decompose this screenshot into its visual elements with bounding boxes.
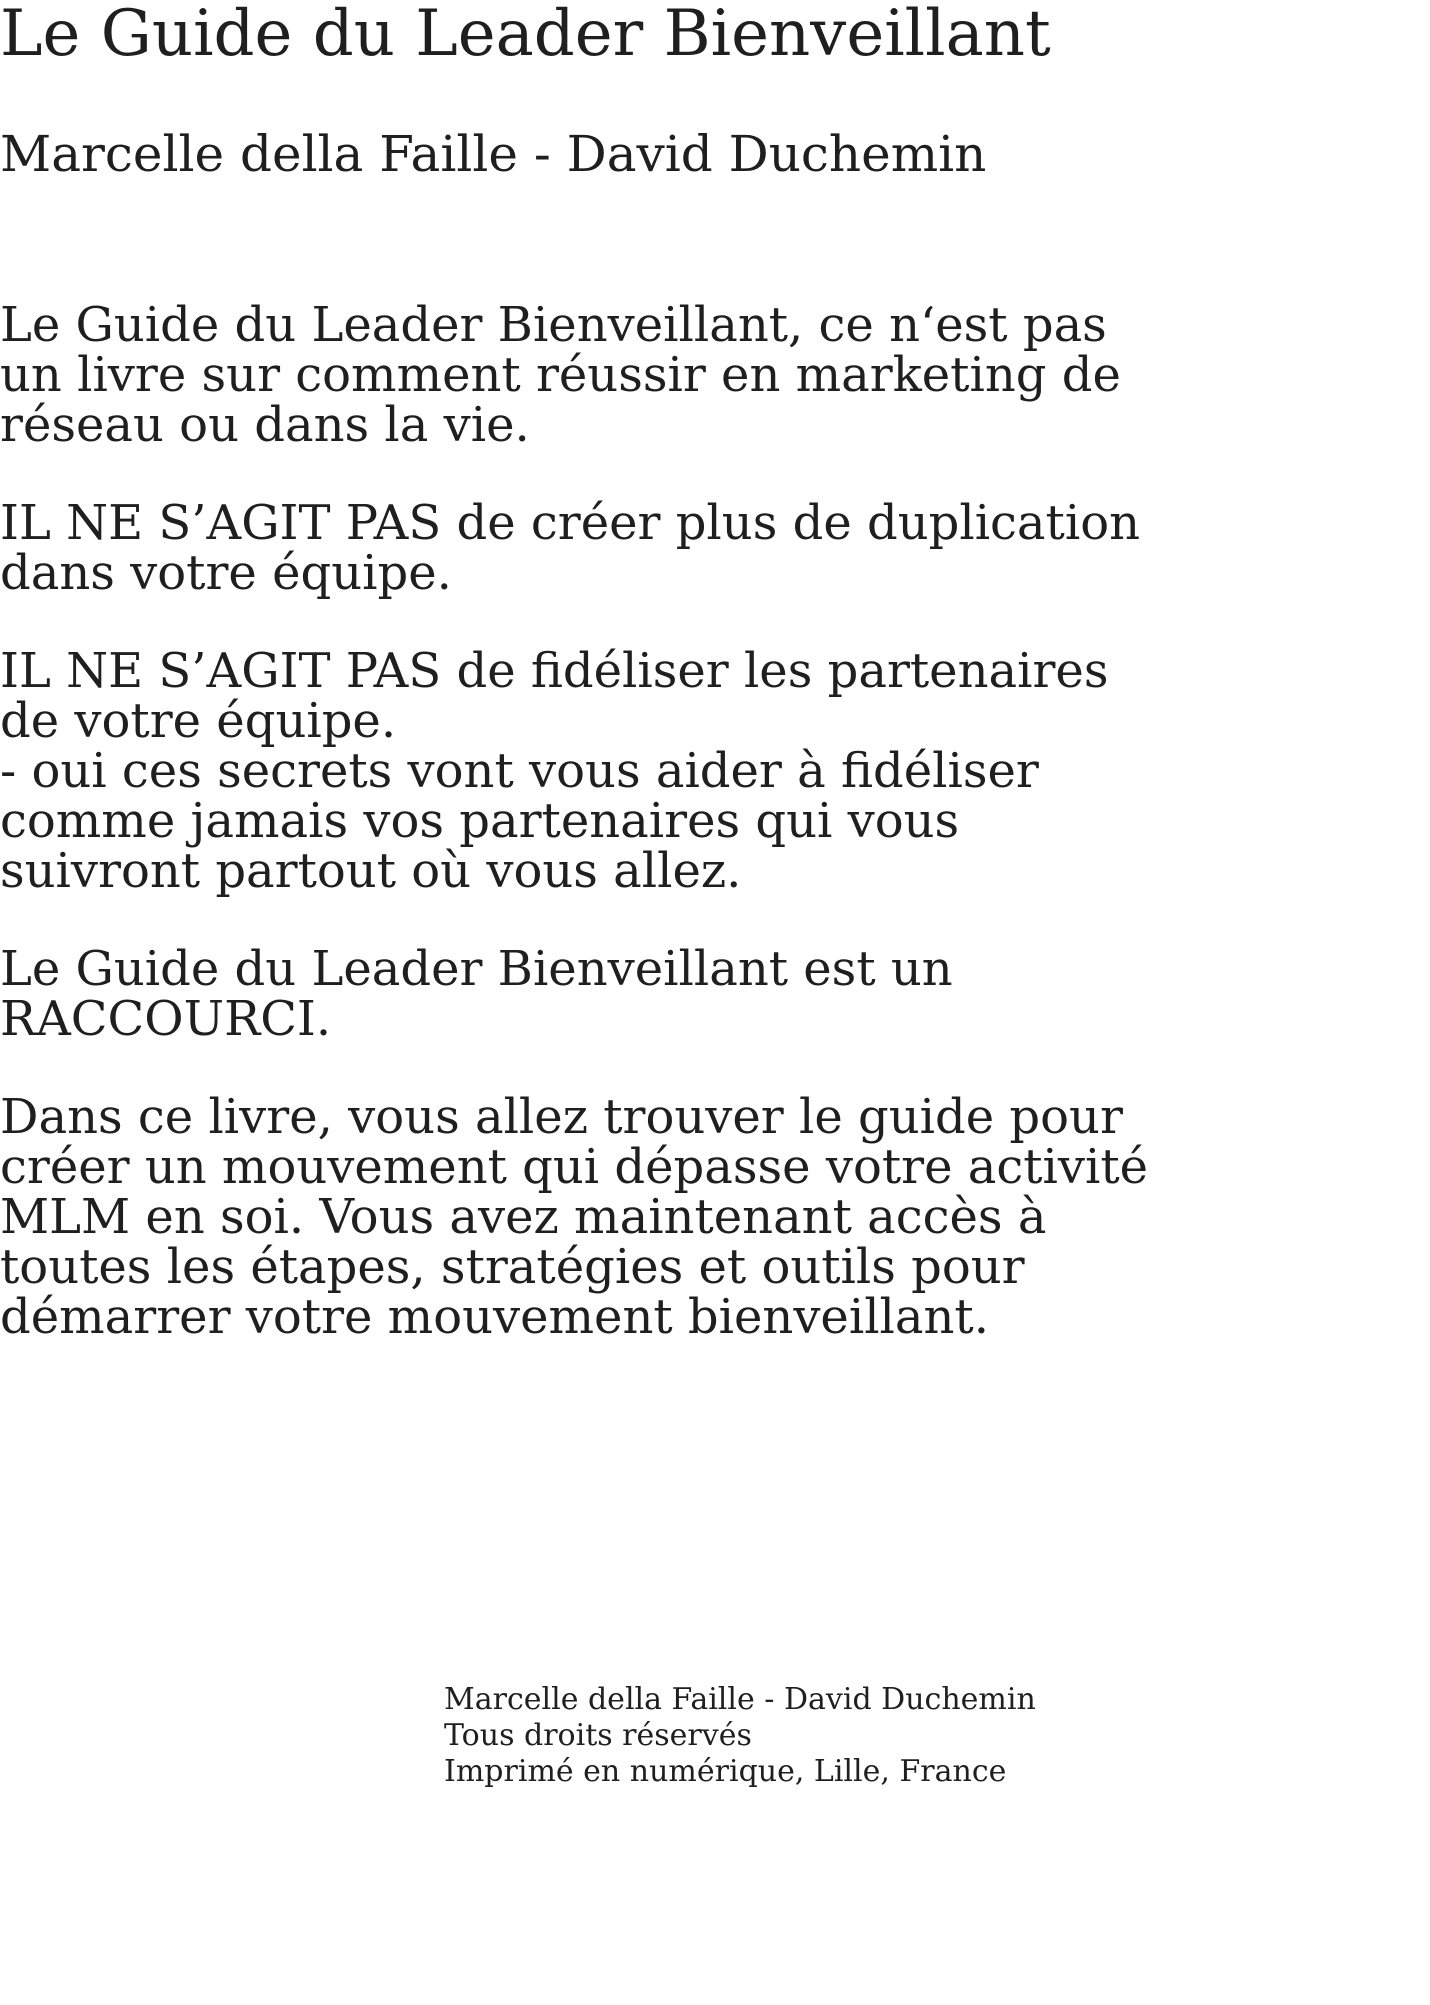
paragraph-line: comme jamais vos partenaires qui vous [0, 793, 960, 849]
paragraph-line: créer un mouvement qui dépasse votre activité [0, 1139, 1149, 1195]
paragraph-line: Le Guide du Leader Bienveillant est un [0, 941, 953, 997]
imprint-authors: Marcelle della Faille - David Duchemin [444, 1682, 1036, 1717]
imprint-rights: Tous droits réservés [444, 1718, 752, 1753]
paragraph-line: dans votre équipe. [0, 545, 452, 601]
paragraph-line: Dans ce livre, vous allez trouver le guide pour [0, 1089, 1123, 1145]
paragraph-livre [0, 1089, 1220, 1345]
paragraph-raccourci [0, 941, 1220, 1047]
paragraph-line: un livre sur comment réussir en marketing de [0, 347, 1121, 403]
imprint-block [444, 1682, 1036, 1790]
imprint-printed: Imprimé en numérique, Lille, France [444, 1754, 1007, 1789]
document-body [0, 297, 1220, 1390]
paragraph-line: de votre équipe. [0, 693, 397, 749]
paragraph-line: IL NE S’AGIT PAS de créer plus de duplication [0, 495, 1140, 551]
paragraph-line: suivront partout où vous allez. [0, 843, 742, 899]
paragraph-line: démarrer votre mouvement bienveillant. [0, 1289, 989, 1345]
paragraph-fideliser [0, 643, 1220, 899]
paragraph-line: - oui ces secrets vont vous aider à fidéliser [0, 743, 1039, 799]
paragraph-duplication [0, 495, 1220, 601]
paragraph-line: réseau ou dans la vie. [0, 397, 530, 453]
paragraph-intro [0, 297, 1220, 453]
paragraph-line: MLM en soi. Vous avez maintenant accès à [0, 1189, 1047, 1245]
paragraph-line: Le Guide du Leader Bienveillant, ce n‘est pas [0, 297, 1107, 353]
paragraph-line: IL NE S’AGIT PAS de fidéliser les partenaires [0, 643, 1109, 699]
paragraph-line: toutes les étapes, stratégies et outils pour [0, 1239, 1025, 1295]
document-title: Le Guide du Leader Bienveillant [0, 0, 1051, 71]
document-authors: Marcelle della Faille - David Duchemin [0, 125, 987, 183]
paragraph-line: RACCOURCI. [0, 991, 332, 1047]
